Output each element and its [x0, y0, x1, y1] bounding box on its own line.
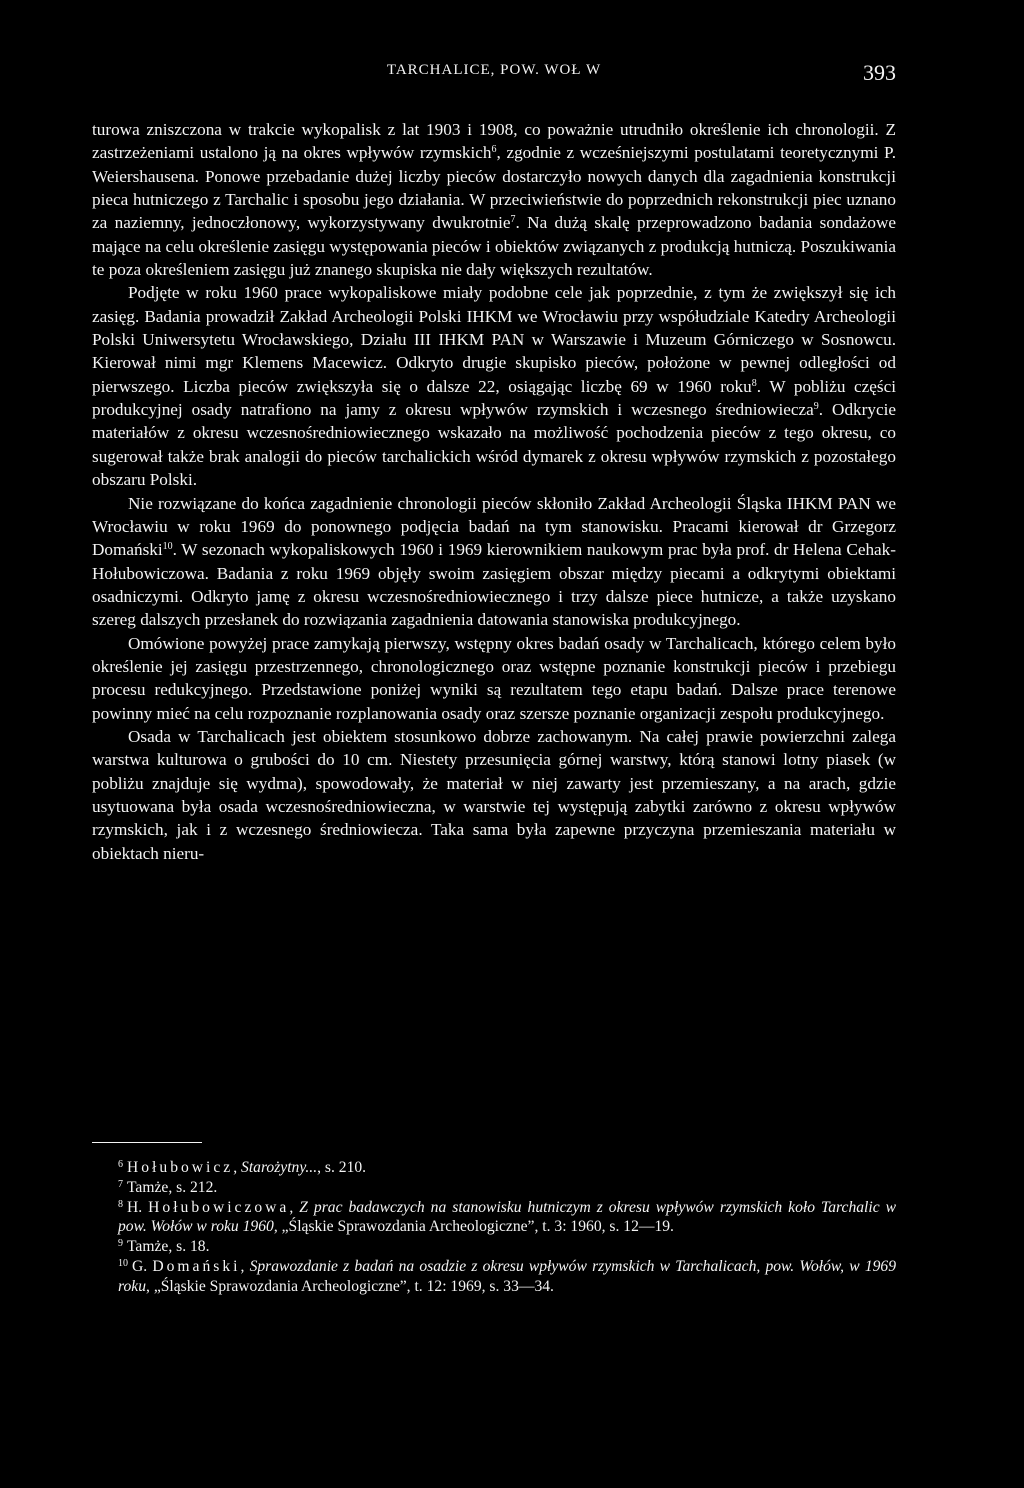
footnote-reference: 6	[491, 144, 497, 156]
footnote-text: Hołubowiczowa	[148, 1198, 290, 1216]
footnote	[92, 1158, 896, 1178]
footnote-text: ,	[240, 1257, 250, 1275]
footnote	[92, 1257, 896, 1297]
page-number: 393	[863, 60, 896, 85]
footnote-text: G.	[132, 1257, 153, 1275]
footnote-text: Hołubowicz	[127, 1159, 234, 1176]
body-paragraph	[92, 632, 896, 725]
paragraph-text: Nie rozwiązane do końca zagadnienie chronologii pieców skłoniło Zakład Archeologii Śląska IHKM PAN we Wrocławiu w roku 1969 do ponownego podjęcia badań na tym stanowisku. Pracami kierował dr Grzegorz Domański	[92, 493, 896, 560]
paragraph-text: . W pobliżu części produkcyjnej osady natrafiono na jamy z okresu wpływów rzymskich i wczesnego średniowiecza	[92, 376, 896, 420]
footnote-text: ,	[289, 1198, 300, 1216]
footnote-text: , s. 210.	[317, 1159, 367, 1176]
body-text	[92, 118, 896, 865]
paragraph-text: . Odkrycie materiałów z okresu wczesnośredniowiecznego wskazało na możliwość pochodzenia pieców z tego okresu, co sugerował także brak analogii do pieców tarchalickich wśród dymarek z okresu wpływów rzymskich z pozostałego obszaru Polski.	[92, 400, 896, 490]
footnote-text: , „Śląskie Sprawozdania Archeologiczne”, t. 12: 1969, s. 33—34.	[146, 1277, 554, 1295]
footnote-text: Domański	[152, 1257, 241, 1275]
paragraph-text: Podjęte w roku 1960 prace wykopaliskowe miały podobne cele jak poprzednie, z tym że zwiększył się ich zasięg. Badania prowadził Zakład Archeologii Polski IHKM we Wrocławiu przy współudziale Katedry Archeologii Polski Uniwersytetu Wrocławskiego, Działu III IHKM PAN w Warszawie i Muzeum Górniczego w Sosnowcu. Kierował nimi mgr Klemens Macewicz. Odkryto drugie skupisko pieców, położone w pewnej odległości od pierwszego. Liczba pieców zwiększyła się o dalsze 22, osiągając liczbę 69 w 1960 roku	[92, 283, 896, 396]
footnote-text: Z prac badawczych na stanowisku hutniczym z okresu wpływów rzymskich koło Tarchalic w pow. Wołów w roku 1960	[118, 1198, 897, 1236]
footnote-text: H.	[127, 1198, 149, 1216]
paragraph-text: Osada w Tarchalicach jest obiektem stosunkowo dobrze zachowanym. Na całej prawie powierzchni zalega warstwa kulturowa o grubości do 10 cm. Niestety przesunięcia górnej warstwy, którą stanowi lotny piasek (w pobliżu znajduje się wydma), spowodowały, że materiał w niej zawarty jest przemieszany, a na arach, gdzie usytuowana była osada wczesnośredniowieczna, w warstwie tej występują zabytki zarówno z okresu wpływów rzymskich, jak i z wczesnego średniowiecza. Taka sama była zapewne przyczyna przemieszania materiału w obiektach nieru-	[92, 726, 896, 863]
footnote-number: 9	[118, 1238, 123, 1250]
footnote-text: , „Śląskie Sprawozdania Archeologiczne”, t. 3: 1960, s. 12—19.	[273, 1218, 674, 1236]
footnote-reference: 9	[813, 401, 819, 413]
footnote-number: 8	[118, 1198, 123, 1210]
footnote-text: Tamże, s. 212.	[127, 1178, 218, 1196]
footnote-text: Starożytny...	[241, 1159, 318, 1176]
paragraph-text: , zgodnie z wcześniejszymi postulatami teoretycznymi P. Weiershausena. Ponowe przebadanie dużej liczby pieców dostarczyło nowych danych dla zagadnienia konstrukcji pieca hutniczego z Tarchalic i sposobu jego działania. W przeciwieństwie do poprzednich rekonstrukcji piec uznano za naziemny, jednoczłonowy, wykorzystywany dwukrotnie	[92, 143, 897, 233]
page-header	[92, 60, 896, 88]
footnote-number: 6	[118, 1159, 123, 1170]
footnote-text: ,	[233, 1159, 242, 1176]
footnote-text: Sprawozdanie z badań na osadzie z okresu wpływów rzymskich w Tarchalicach, pow. Wołów, w 1969 roku	[118, 1257, 897, 1295]
running-head: TARCHALICE, POW. WOŁ W	[386, 62, 602, 78]
body-paragraph	[92, 492, 896, 632]
paragraph-text: . Na dużą skalę przeprowadzono badania sondażowe mające na celu określenie zasięgu występowania pieców i obiektów związanych z produkcją hutniczą. Poszukiwania te poza określeniem zasięgu już znanego skupiska nie dały większych rezultatów.	[92, 213, 896, 280]
footnote-reference: 8	[751, 377, 757, 389]
paragraph-text: Omówione powyżej prace zamykają pierwszy, wstępny okres badań osady w Tarchalicach, którego celem było określenie jej zasięgu przestrzennego, chronologicznego oraz wstępne poznanie konstrukcji pieców i przebiegu procesu redukcyjnego. Przedstawione poniżej wyniki są rezultatem tego etapu badań. Dalsze prace terenowe powinny mieć na celu rozpoznanie rozplanowania osady oraz szersze poznanie organizacji zespołu produkcyjnego.	[92, 633, 896, 723]
footnote-separator	[92, 1142, 202, 1143]
body-paragraph	[92, 725, 896, 865]
paragraph-text: . W sezonach wykopaliskowych 1960 i 1969 kierownikiem naukowym prac była prof. dr Helena Cehak-Hołubowiczowa. Badania z roku 1969 objęły swoim zasięgiem obszar między piecami a odkrytymi obiektami osadniczymi. Odkryto jamę z okresu wczesnośredniowiecznego i trzy dalsze piece hutnicze, a także uzyskano szereg dalszych przesłanek do rozwiązania zagadnienia datowania stanowiska produkcyjnego.	[92, 540, 896, 630]
footnote	[92, 1237, 896, 1257]
paragraph-text: turowa zniszczona w trakcie wykopalisk z lat 1903 i 1908, co poważnie utrudniło określenie ich chronologii. Z zastrzeżeniami ustalono ją na okres wpływów rzymskich	[92, 120, 896, 163]
footnote-number: 10	[118, 1257, 128, 1269]
footnote	[92, 1198, 896, 1238]
footnote-number: 7	[118, 1178, 123, 1190]
body-paragraph	[92, 118, 896, 281]
footnote-reference: 7	[510, 214, 516, 226]
footnote-text: Tamże, s. 18.	[127, 1238, 210, 1256]
body-paragraph	[92, 281, 896, 491]
footnote-reference: 10	[162, 541, 173, 553]
footnotes	[92, 1158, 896, 1297]
footnote	[92, 1178, 896, 1198]
